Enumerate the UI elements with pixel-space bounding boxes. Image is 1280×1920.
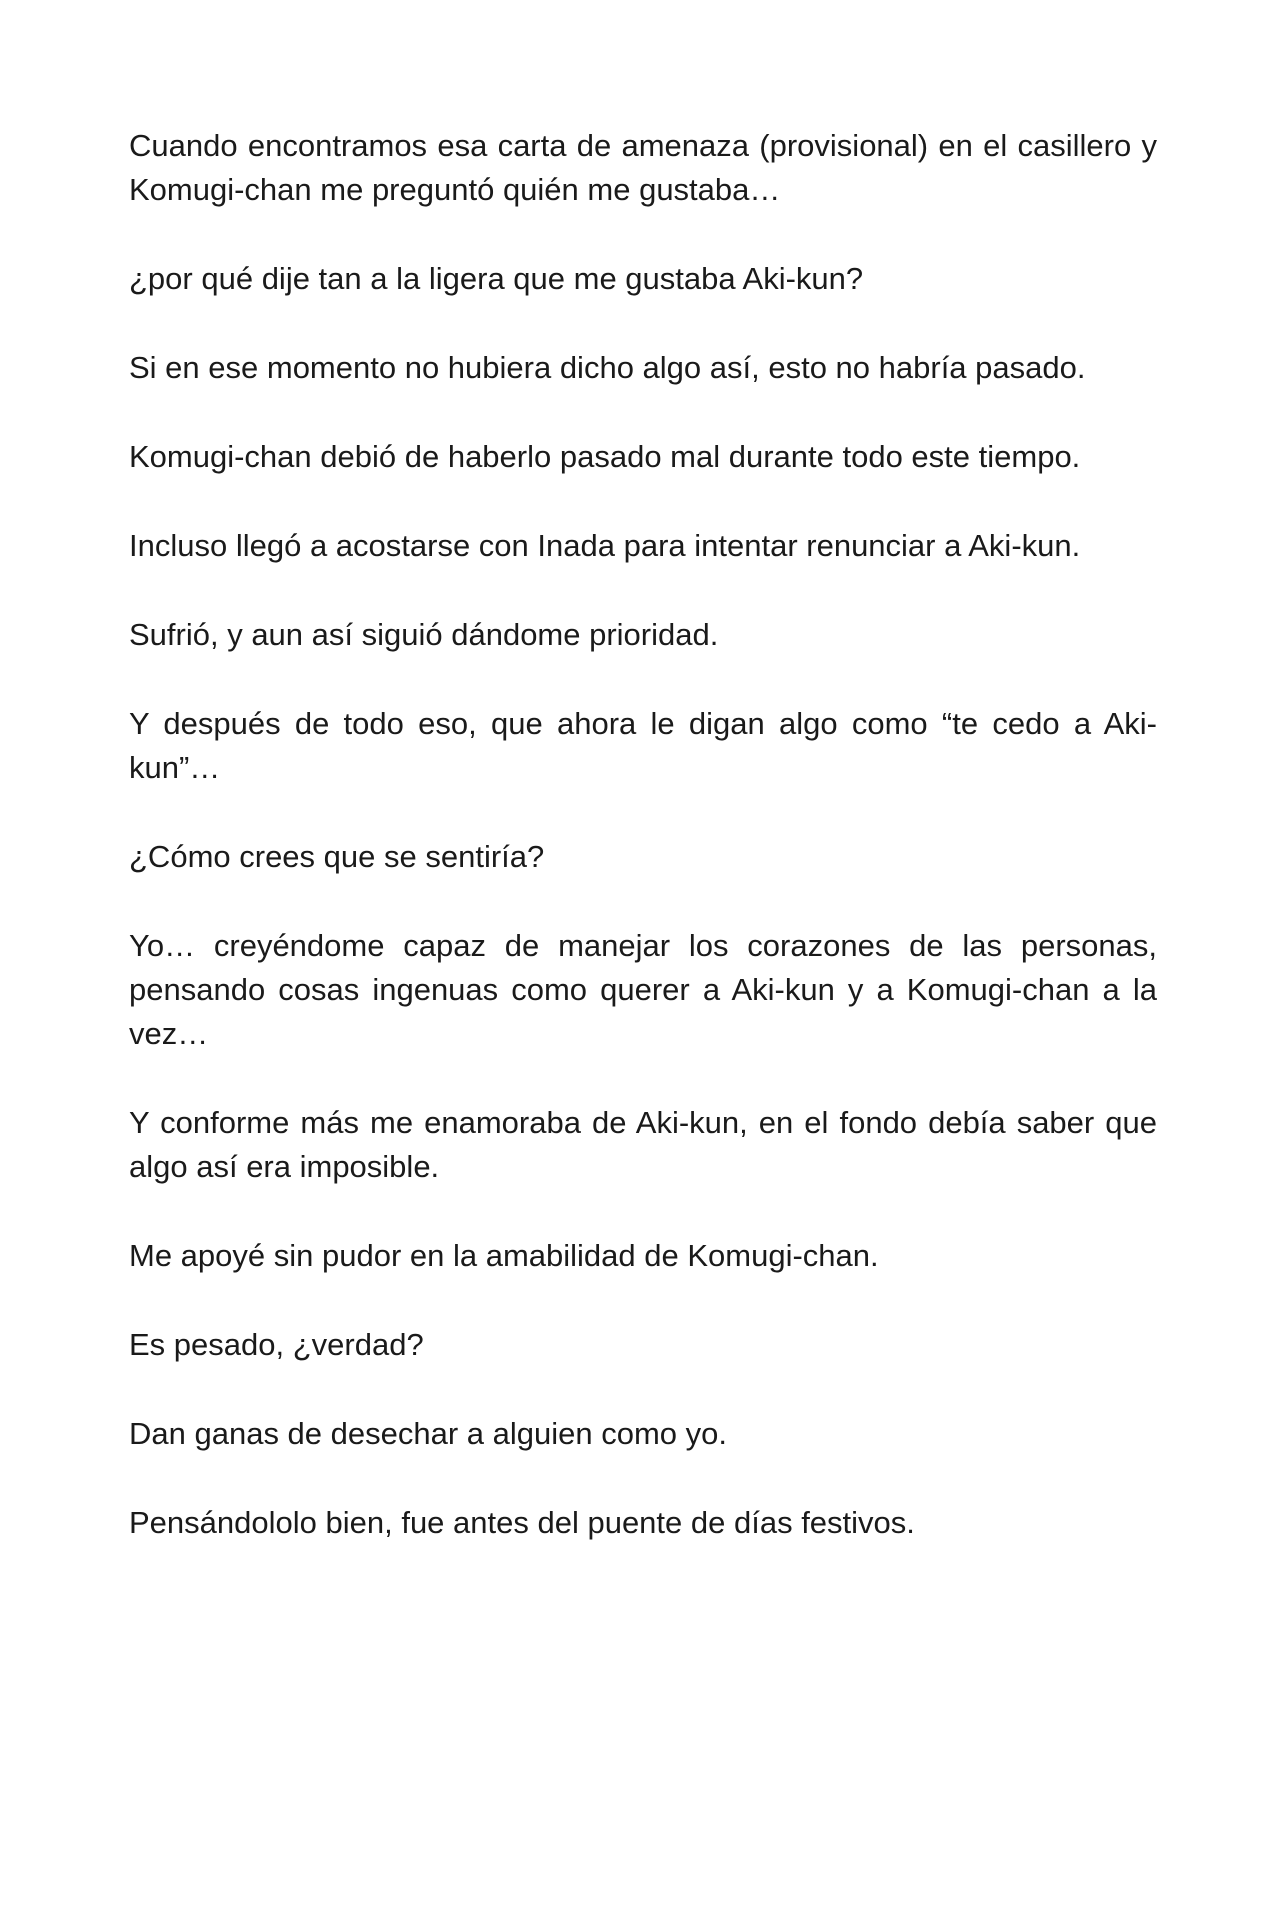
paragraph: Es pesado, ¿verdad?: [129, 1327, 424, 1362]
paragraph: Yo… creyéndome capaz de manejar los corazones de las personas, pensando cosas ingenuas como querer a Aki-kun y a Komugi-chan a la vez…: [129, 928, 1157, 1051]
paragraph: Me apoyé sin pudor en la amabilidad de Komugi-chan.: [129, 1238, 879, 1273]
paragraph: Pensándololo bien, fue antes del puente de días festivos.: [129, 1505, 915, 1540]
paragraph: Si en ese momento no hubiera dicho algo así, esto no habría pasado.: [129, 350, 1086, 385]
paragraph: Y conforme más me enamoraba de Aki-kun, en el fondo debía saber que algo así era imposible.: [129, 1105, 1157, 1184]
paragraph: Incluso llegó a acostarse con Inada para intentar renunciar a Aki-kun.: [129, 528, 1081, 563]
paragraph: Cuando encontramos esa carta de amenaza (provisional) en el casillero y Komugi-chan me preguntó quién me gustaba…: [129, 128, 1157, 207]
paragraph: ¿Cómo crees que se sentiría?: [129, 839, 545, 874]
paragraph: Y después de todo eso, que ahora le digan algo como “te cedo a Aki-kun”…: [129, 706, 1157, 785]
paragraph: ¿por qué dije tan a la ligera que me gustaba Aki-kun?: [129, 261, 864, 296]
paragraph: Dan ganas de desechar a alguien como yo.: [129, 1416, 728, 1451]
paragraph: Komugi-chan debió de haberlo pasado mal durante todo este tiempo.: [129, 439, 1081, 474]
document-page: [129, 124, 1157, 1590]
paragraph: Sufrió, y aun así siguió dándome prioridad.: [129, 617, 719, 652]
